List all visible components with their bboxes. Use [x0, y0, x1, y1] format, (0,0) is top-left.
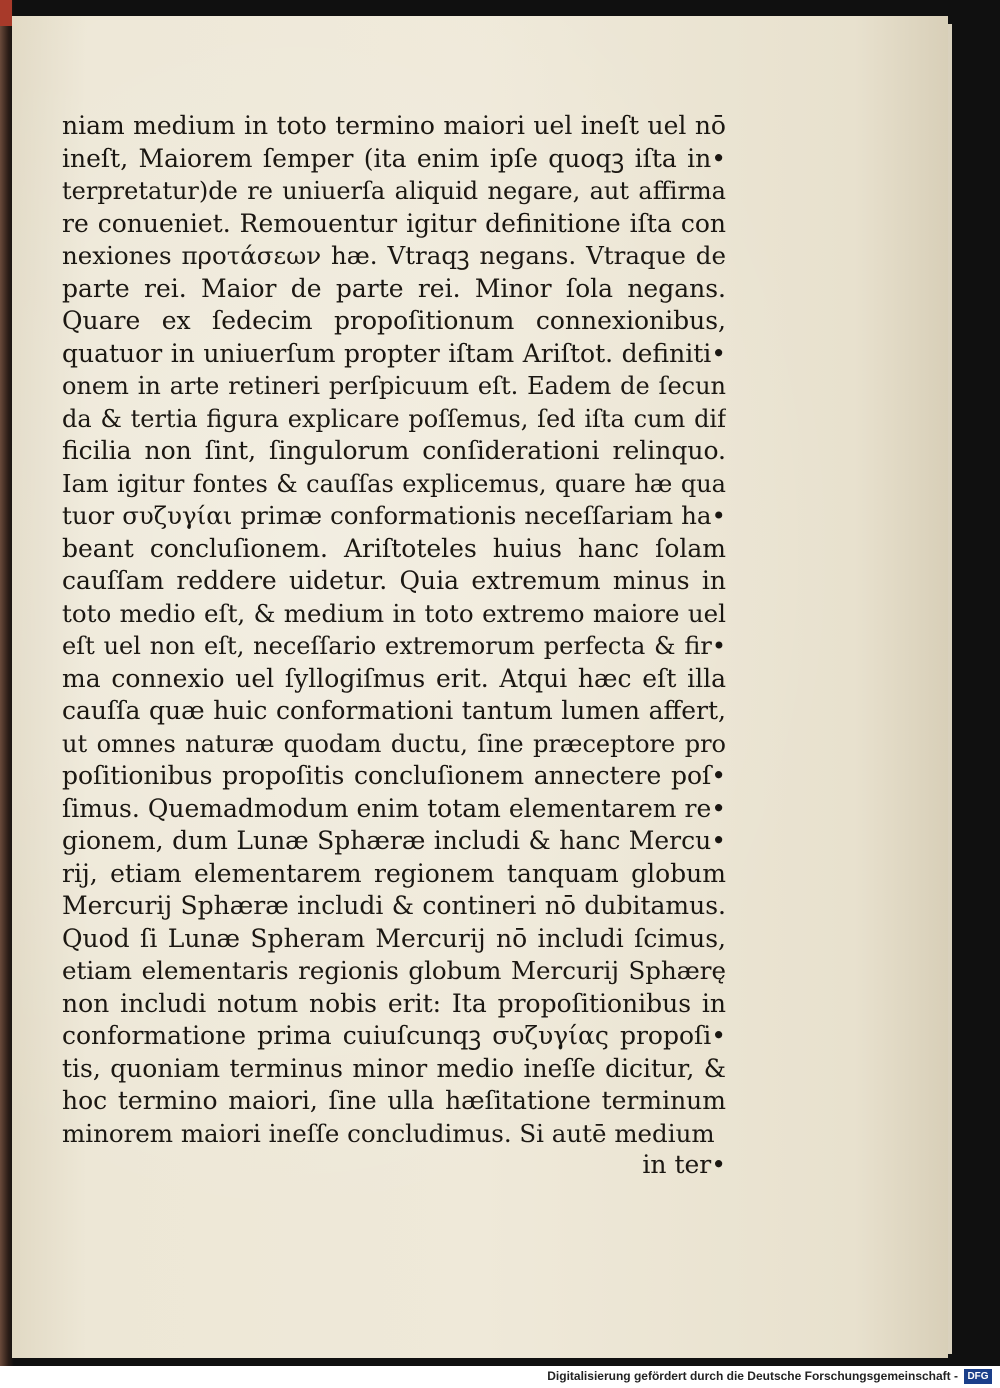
text-line: tuor συζυγίαι primæ conformationis neceſſariam ha• [62, 501, 726, 530]
text-line: non includi notum nobis erit: Ita propoſitionibus in [62, 988, 726, 1018]
text-line: ficilia non ſint, ſingulorum conſiderationi relinquo. [62, 436, 726, 465]
text-line: tis, quoniam terminus minor medio ineſſe dicitur, & [62, 1053, 726, 1083]
text-line: niam medium in toto termino maiori uel ineſt uel nō [62, 111, 726, 140]
text-line: Quare ex ſedecim propoſitionum connexionibus, [62, 306, 726, 335]
text-line: toto medio eſt, & medium in toto extremo maiore uel [62, 598, 726, 628]
text-line: ma connexio uel ſyllogiſmus erit. Atqui hæc eſt illa [62, 663, 726, 693]
text-line: cauſſam reddere uidetur. Quia extremum minus in [62, 566, 726, 595]
text-line: ut omnes naturæ quodam ductu, ſine præceptore pro [62, 729, 726, 758]
text-line: eſt uel non eſt, neceſſario extremorum perfecta & fir• [62, 632, 726, 660]
text-line: poſitionibus propoſitis concluſionem annectere poſ• [62, 761, 726, 790]
text-line: da & tertia figura explicare poſſemus, ſed iſta cum dif [62, 404, 726, 433]
text-line: re conueniet. Remouentur igitur definitione iſta con [62, 208, 726, 238]
text-line: Quod ſi Lunæ Spheram Mercurij nō includi ſcimus, [62, 923, 726, 953]
text-line: rij, etiam elementarem regionem tanquam globum [62, 858, 726, 888]
catchword: in ter• [642, 1150, 726, 1179]
text-line: quatuor in uniuerſum propter iſtam Ariſtot. definiti• [62, 338, 726, 368]
text-line: beant concluſionem. Ariſtoteles huius hanc ſolam [62, 533, 726, 563]
page-text-block [62, 110, 726, 1150]
dfg-logo: DFG [964, 1369, 992, 1384]
text-line: etiam elementaris regionis globum Mercurij Sphærę [62, 956, 726, 985]
text-line: ſimus. Quemadmodum enim totam elementarem re• [62, 793, 726, 823]
text-line: conformatione prima cuiuſcunqꝫ συζυγίας propoſi• [62, 1021, 726, 1050]
text-line: ineſt, Maiorem ſemper (ita enim ipſe quoqꝫ iſta in• [62, 143, 726, 173]
page-edge [948, 24, 952, 1354]
text-line: Iam igitur fontes & cauſſas explicemus, quare hæ qua [62, 469, 726, 498]
text-line: Mercurij Sphæræ includi & contineri nō dubitamus. [62, 891, 726, 920]
text-line: gionem, dum Lunæ Sphæræ includi & hanc Mercu• [62, 826, 726, 855]
text-line: hoc termino maiori, ſine ulla hæſitatione terminum [62, 1086, 726, 1115]
text-line: cauſſa quæ huic conformationi tantum lumen affert, [62, 696, 726, 725]
funding-credit: Digitalisierung gefördert durch die Deutsche Forschungsgemeinschaft - [547, 1369, 958, 1383]
text-line: parte rei. Maior de parte rei. Minor ſola negans. [62, 273, 726, 303]
text-line: minorem maiori ineſſe concludimus. Si autē medium [62, 1118, 715, 1148]
digitization-footer [0, 1366, 1000, 1388]
text-line: terpretatur)de re uniuerſa aliquid negare, aut affirma [62, 177, 726, 205]
binding-corner [0, 0, 12, 26]
text-line: onem in arte retineri perſpicuum eſt. Eadem de ſecun [62, 372, 726, 400]
text-line: nexiones προτάσεων hæ. Vtraqꝫ negans. Vtraque de [62, 241, 726, 270]
